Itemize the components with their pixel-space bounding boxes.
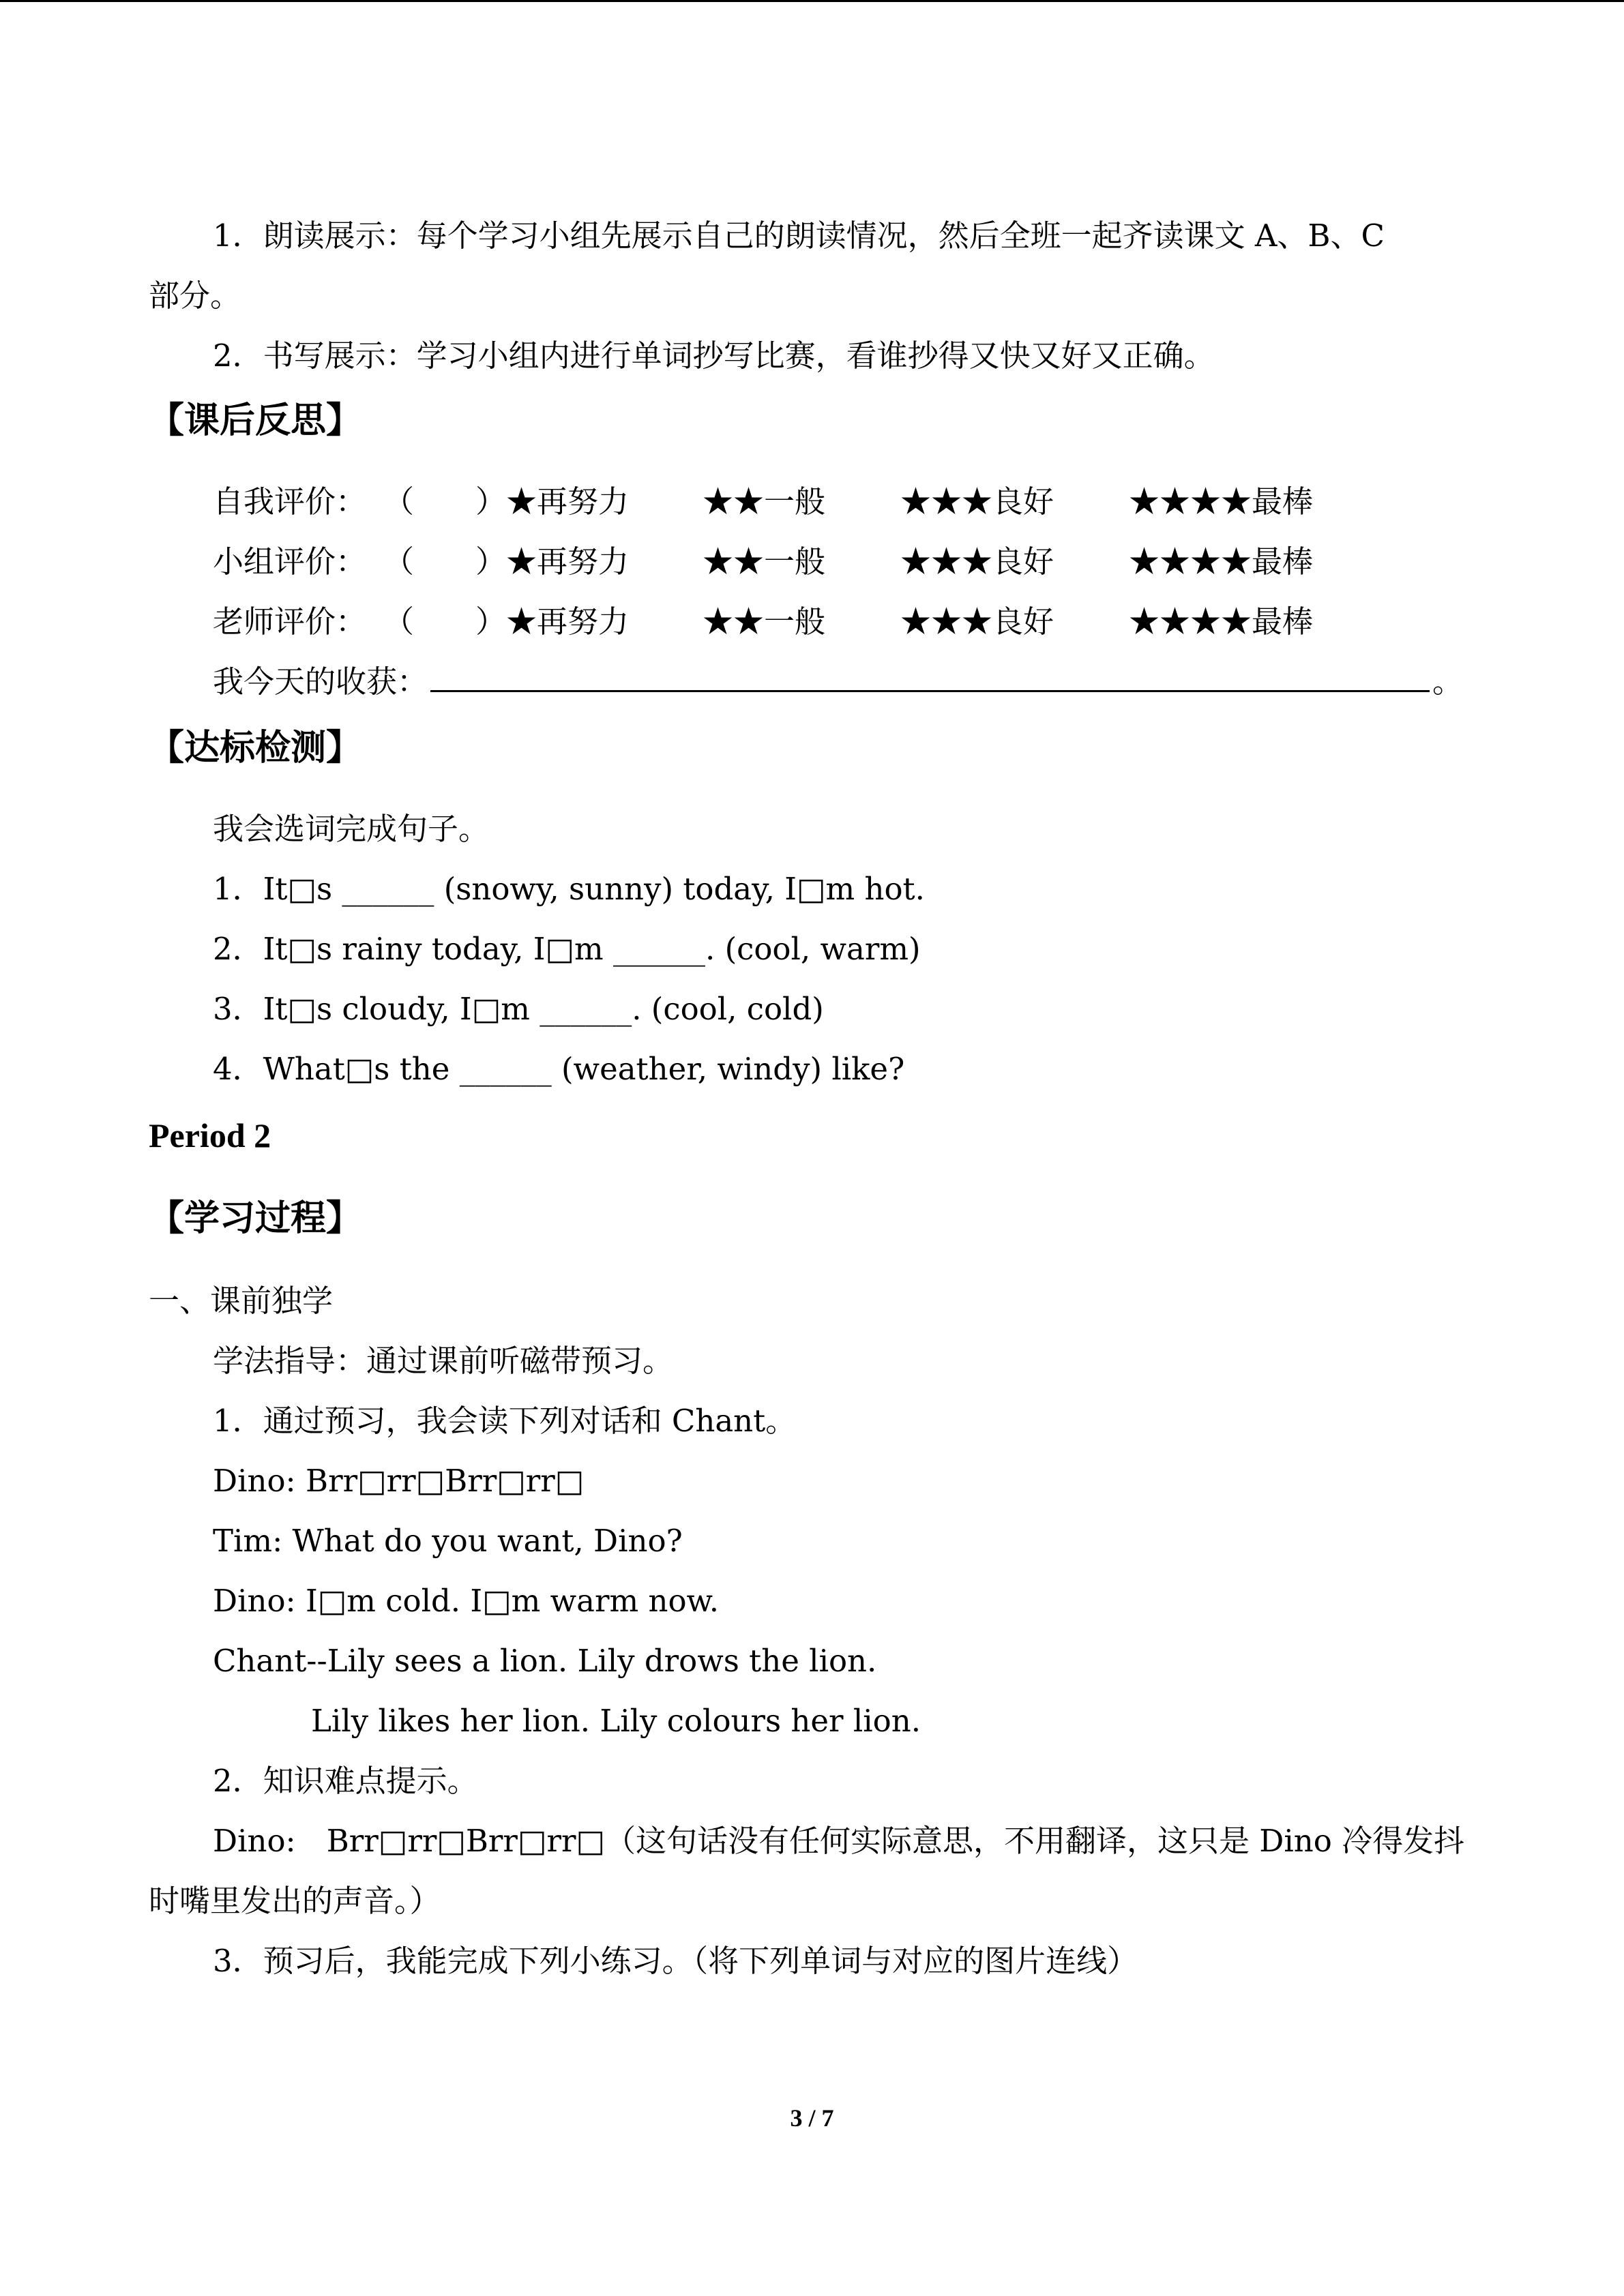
period-title: Period 2 (149, 1116, 271, 1154)
dialog-line: Tim: What do you want, Dino? (213, 1523, 683, 1559)
rating-option-3: ★★★良好 (900, 483, 1054, 520)
rating-option-4: ★★★★最棒 (1129, 543, 1314, 580)
test-item: 1．It□s ______ (snowy, sunny) today, I□m hot. (213, 871, 925, 907)
teacher-eval-label: 老师评价： (213, 603, 367, 640)
chant-line-2: Lily likes her lion. Lily colours her lion. (311, 1703, 921, 1739)
rating-option-1: ★再努力 (506, 483, 630, 520)
group-eval-label: 小组评价： (213, 543, 367, 580)
rating-option-2: ★★一般 (703, 543, 826, 580)
dialog-line: Dino: I□m cold. I□m warm now. (213, 1583, 720, 1619)
test-item: 2．It□s rainy today, I□m ______. (cool, warm) (213, 931, 921, 967)
pre-class-subheading: 一、课前独学 (149, 1283, 334, 1319)
reflection-heading: 【课后反思】 (149, 400, 362, 441)
top-border (0, 0, 1624, 2)
test-item: 3．It□s cloudy, I□m ______. (cool, cold) (213, 991, 824, 1027)
difficulty-note: Dino: Brr□rr□Brr□rr□（这句话没有任何实际意思，不用翻译，这只是 Dino 冷得发抖 (213, 1823, 1465, 1859)
rating-option-3: ★★★良好 (900, 543, 1054, 580)
test-intro: 我会选词完成句子。 (213, 811, 490, 847)
chant-line: Chant--Lily sees a lion. Lily drows the lion. (213, 1643, 877, 1679)
rating-option-3: ★★★良好 (900, 603, 1054, 640)
rating-option-2: ★★一般 (703, 483, 826, 520)
preview-item-1: 1．通过预习，我会读下列对话和 Chant。 (213, 1403, 797, 1439)
gain-row (213, 661, 1463, 702)
group-eval-blank: （ ） (383, 543, 507, 580)
preview-item-2: 2．知识难点提示。 (213, 1763, 478, 1799)
process-heading: 【学习过程】 (149, 1198, 362, 1239)
rating-option-4: ★★★★最棒 (1129, 483, 1314, 520)
self-eval-label: 自我评价： (213, 483, 367, 520)
test-item: 4．What□s the ______ (weather, windy) like? (213, 1051, 905, 1087)
teacher-eval-blank: （ ） (383, 603, 507, 640)
reading-show-line: 1．朗读展示：每个学习小组先展示自己的朗读情况，然后全班一起齐读课文 A、B、C (213, 218, 1385, 254)
gain-end: 。 (1432, 664, 1464, 700)
study-guide: 学法指导：通过课前听磁带预习。 (213, 1343, 674, 1379)
difficulty-note-cont: 时嘴里发出的声音。） (149, 1883, 441, 1919)
gain-label: 我今天的收获： (213, 664, 428, 700)
dialog-line: Dino: Brr□rr□Brr□rr□ (213, 1463, 585, 1499)
rating-option-2: ★★一般 (703, 603, 826, 640)
self-eval-blank: （ ） (383, 483, 507, 520)
gain-blank-line (430, 663, 1430, 692)
writing-show-line: 2．书写展示：学习小组内进行单词抄写比赛，看谁抄得又快又好又正确。 (213, 338, 1215, 374)
rating-option-1: ★再努力 (506, 543, 630, 580)
rating-option-4: ★★★★最棒 (1129, 603, 1314, 640)
preview-item-3: 3．预习后，我能完成下列小练习。（将下列单词与对应的图片连线） (213, 1943, 1138, 1979)
page-number: 3 / 7 (790, 2104, 834, 2132)
reading-show-line-cont: 部分。 (149, 278, 241, 314)
rating-option-1: ★再努力 (506, 603, 630, 640)
test-heading: 【达标检测】 (149, 728, 362, 769)
